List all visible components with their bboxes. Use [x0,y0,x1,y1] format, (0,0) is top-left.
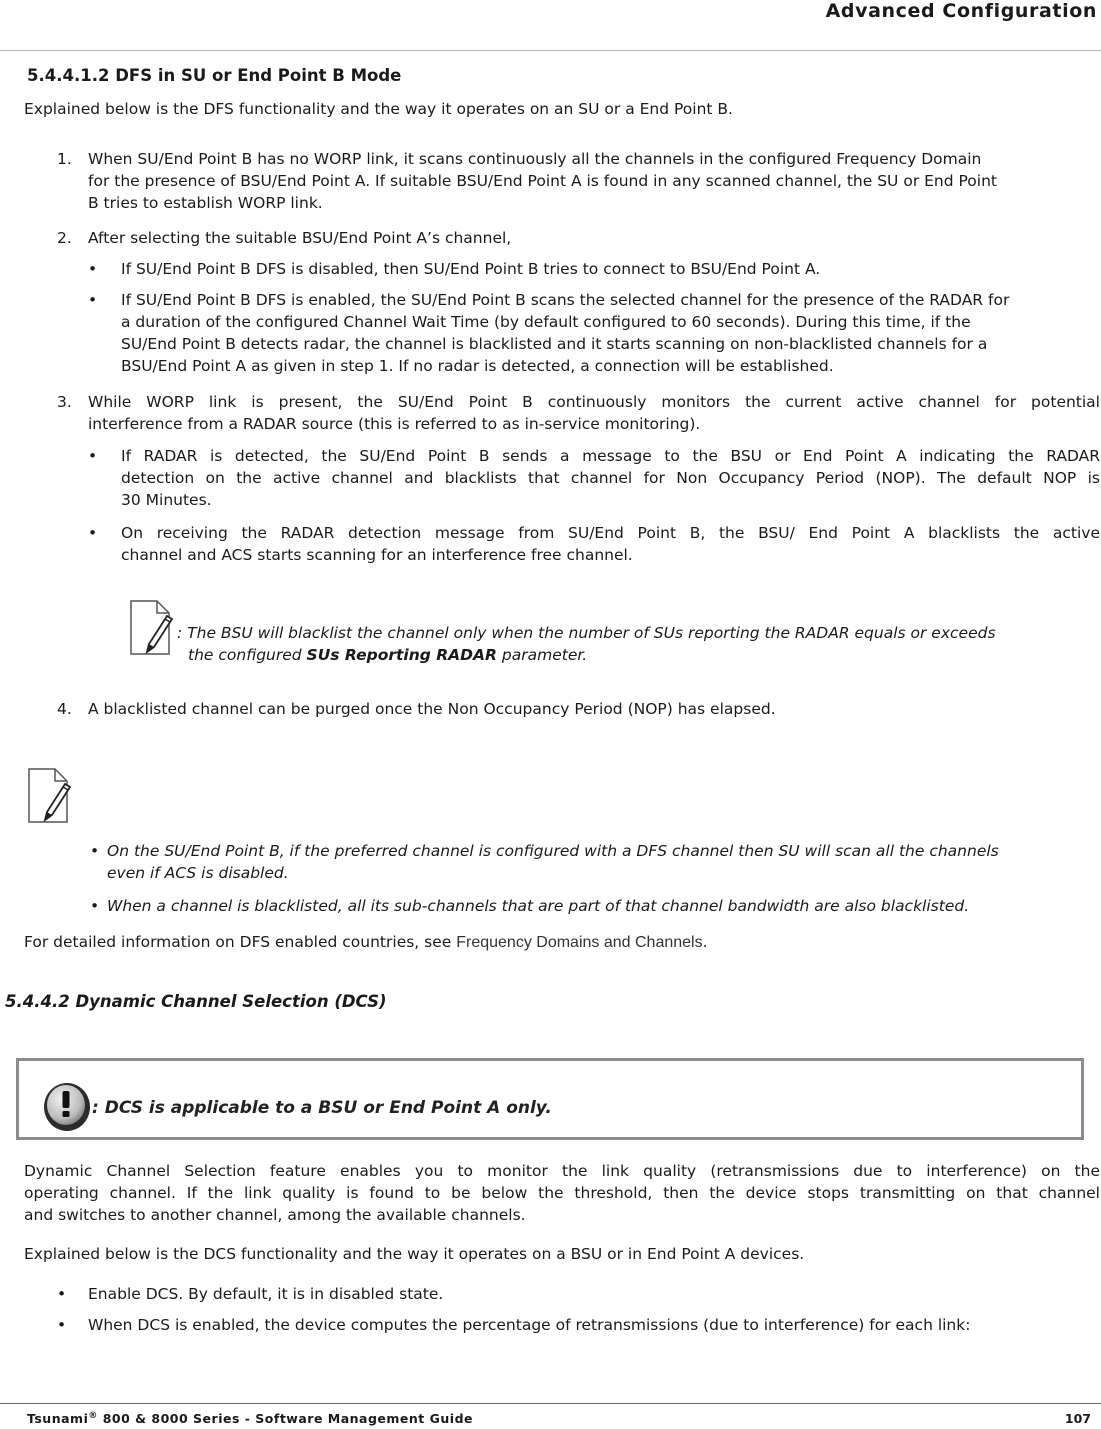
bullet-line: detection on the active channel and blacklists that channel for Non Occupancy Period (NOP). The default NOP is [121,469,1100,487]
step-2-bullet-1: If SU/End Point B DFS is disabled, then SU/End Point B tries to connect to BSU/End Point A. [121,260,821,278]
parameter-name: SUs Reporting RADAR [306,646,497,664]
detail-prefix: For detailed information on DFS enabled countries, see [24,933,457,951]
step-1-text [88,148,1100,214]
note-text: parameter. [496,646,588,664]
section-heading-dfs: 5.4.4.1.2 DFS in SU or End Point B Mode [27,66,402,85]
paragraph-line: operating channel. If the link quality is found to be below the threshold, then the device stops transmitting on that channel [24,1184,1100,1202]
note-line: even if ACS is disabled. [107,864,289,882]
step-number: 2. [57,229,72,247]
frequency-domains-link[interactable]: Frequency Domains and Channels [456,934,703,951]
paragraph-line: and switches to another channel, among the available channels. [24,1206,526,1224]
step-3-bullet-2 [121,522,1100,566]
exclamation-icon [42,1077,92,1133]
note-1-text [177,622,1097,666]
paragraph-line: Dynamic Channel Selection feature enables you to monitor the link quality (retransmissions due to interference) on the [24,1162,1100,1180]
bullet-line: BSU/End Point A as given in step 1. If no radar is detected, a connection will be established. [121,357,834,375]
step-number: 4. [57,700,72,718]
page-header-title: Advanced Configuration [825,0,1097,22]
dcs-bullet-2: When DCS is enabled, the device computes the percentage of retransmissions (due to interference) for each link: [88,1316,971,1334]
detail-suffix: . [702,933,708,951]
intro-text: Explained below is the DFS functionality and the way it operates on an SU or a End Point B. [24,100,733,118]
header-rule [0,50,1101,51]
step-number: 1. [57,150,72,168]
footer-rule [0,1403,1101,1404]
step-3-bullet-1 [121,445,1100,511]
note-line [177,644,1097,666]
bullet-dot: • [88,260,98,278]
page-number: 107 [1064,1411,1091,1426]
dcs-paragraph-1 [24,1160,1100,1226]
step-line: B tries to establish WORP link. [88,194,323,212]
section-heading-dcs: 5.4.4.2 Dynamic Channel Selection (DCS) [5,992,387,1011]
dcs-bullet-1: Enable DCS. By default, it is in disabled state. [88,1285,444,1303]
bullet-line: On receiving the RADAR detection message from SU/End Point B, the BSU/ End Point A blacklists the active [121,524,1100,542]
note-text: the configured [188,646,307,664]
bullet-dot: • [88,291,98,309]
bullet-line: If RADAR is detected, the SU/End Point B sends a message to the BSU or End Point A indicating the RADAR [121,447,1100,465]
step-line: While WORP link is present, the SU/End Point B continuously monitors the current active channel for potential [88,393,1100,411]
bullet-dot: • [90,842,100,860]
step-number: 3. [57,393,72,411]
step-line: When SU/End Point B has no WORP link, it scans continuously all the channels in the configured Frequency Domain [88,150,982,168]
pencil-note-icon [127,598,175,658]
dcs-paragraph-2: Explained below is the DCS functionality and the way it operates on a BSU or in End Point A devices. [24,1245,805,1263]
bullet-line: If SU/End Point B DFS is enabled, the SU/End Point B scans the selected channel for the presence of the RADAR for [121,291,1010,309]
step-4-text: A blacklisted channel can be purged once the Non Occupancy Period (NOP) has elapsed. [88,700,776,718]
brand-name: Tsunami [27,1411,89,1427]
step-2-text: After selecting the suitable BSU/End Point A’s channel, [88,229,512,247]
bullet-line: channel and ACS starts scanning for an interference free channel. [121,546,633,564]
guide-title: 800 & 8000 Series - Software Management Guide [97,1411,474,1427]
bullet-dot: • [90,897,100,915]
caution-text: : DCS is applicable to a BSU or End Point A only. [92,1098,552,1118]
registered-mark: ® [88,1411,98,1421]
step-2-bullet-2 [121,289,1100,377]
step-3-text [88,391,1100,435]
bullet-dot: • [88,447,98,465]
note-2-bullet-1 [107,840,1100,884]
note-line: : The BSU will blacklist the channel only when the number of SUs reporting the RADAR equals or exceeds [177,624,996,642]
footer-guide-title [27,1411,473,1426]
bullet-dot: • [88,524,98,542]
step-line: interference from a RADAR source (this is referred to as in-service monitoring). [88,415,701,433]
bullet-line: 30 Minutes. [121,491,212,509]
bullet-dot: • [57,1285,67,1303]
pencil-note-icon [25,766,73,826]
bullet-line: a duration of the configured Channel Wait Time (by default configured to 60 seconds). During this time, if the [121,313,971,331]
note-line: On the SU/End Point B, if the preferred channel is configured with a DFS channel then SU will scan all the channels [107,842,999,860]
step-line: for the presence of BSU/End Point A. If suitable BSU/End Point A is found in any scanned channel, the SU or End Point [88,172,997,190]
note-2-bullet-2: When a channel is blacklisted, all its sub-channels that are part of that channel bandwidth are also blacklisted. [107,897,970,915]
bullet-line: SU/End Point B detects radar, the channel is blacklisted and it starts scanning on non-blacklisted channels for a [121,335,988,353]
detail-text [24,931,708,954]
bullet-dot: • [57,1316,67,1334]
